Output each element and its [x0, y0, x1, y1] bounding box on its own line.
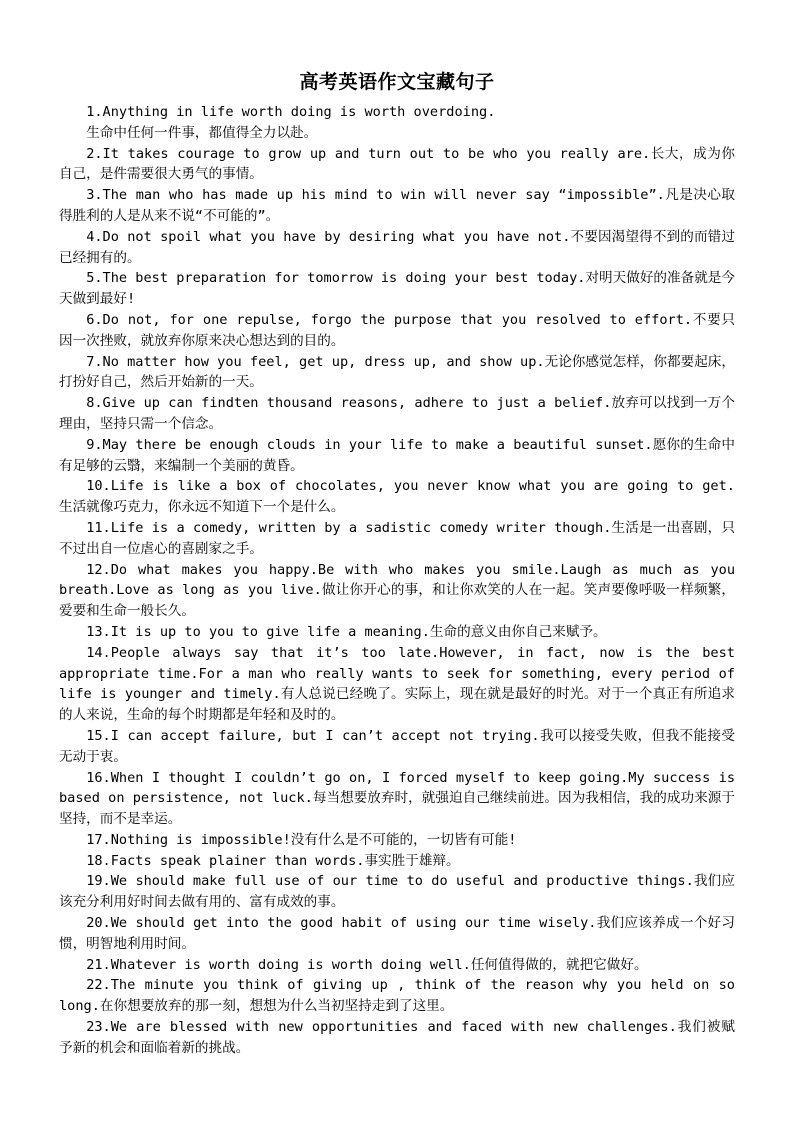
- paragraph-12: 12.Do what makes you happy.Be with who makes you smile.Laugh as much as you breath.Love as long as you live.做让你开心的事，和让你欢笑的人在一起。笑声要像呼吸一样频繁，爱要和生命一般长久。: [59, 561, 735, 620]
- paragraph-11: 11.Life is a comedy, written by a sadistic comedy writer though.生活是一出喜剧，只不过出自一位虐心的喜剧家之手。: [59, 519, 735, 557]
- paragraph-7: 7.No matter how you feel, get up, dress up, and show up.无论你感觉怎样，你都要起床，打扮好自己，然后开始新的一天。: [59, 353, 735, 391]
- paragraph-13: 13.It is up to you to give life a meaning.生命的意义由你自己来赋予。: [86, 623, 607, 640]
- paragraph-4: 4.Do not spoil what you have by desiring what you have not.不要因渴望得不到的而错过已经拥有的。: [59, 228, 735, 266]
- paragraph-19: 19.We should make full use of our time to do useful and productive things.我们应该充分利用好时间去做有用的、富有成效的事。: [59, 873, 735, 911]
- paragraph-10: 10.Life is like a box of chocolates, you never know what you are going to get.生活就像巧克力，你永远不知道下一个是什么。: [59, 478, 735, 516]
- paragraph-1: 1.Anything in life worth doing is worth overdoing.: [86, 104, 496, 120]
- paragraph-23: 23.We are blessed with new opportunities and faced with new challenges.我们被赋予新的机会和面临着新的挑战。: [59, 1019, 735, 1056]
- paragraph-22: 22.The minute you think of giving up , think of the reason why you held on so long.在你想要放弃的那一刻，想想为什么当初坚持走到了这里。: [59, 977, 735, 1015]
- paragraph-5: 5.The best preparation for tomorrow is doing your best today.对明天做好的准备就是今天做到最好!: [59, 270, 735, 308]
- paragraph-20: 20.We should get into the good habit of using our time wisely.我们应该养成一个好习惯，明智地利用时间。: [59, 915, 735, 952]
- paragraph-17: 17.Nothing is impossible!没有什么是不可能的，一切皆有可能!: [86, 831, 517, 848]
- paragraph-15: 15.I can accept failure, but I can’t accept not trying.我可以接受失败，但我不能接受无动于衷。: [59, 727, 735, 765]
- paragraph-2: 2.It takes courage to grow up and turn out to be who you really are.长大，成为你自己，是件需要很大勇气的事情。: [59, 145, 735, 183]
- document-body: [59, 102, 735, 1059]
- paragraph-6: 6.Do not, for one repulse, forgo the purpose that you resolved to effort.不要只因一次挫败，就放弃你原来决心想达到的目的。: [59, 311, 735, 349]
- paragraph-14: 14.People always say that it’s too late.However, in fact, now is the best appropriate time.For a man who really wants to seek for something, every period of life is younger and timely.有人总说已经晚了。实际上，现在就是最好的时光。对于一个真正有所追求的人来说，生命的每个时期都是年轻和及时的。: [59, 644, 735, 724]
- paragraph-21: 21.Whatever is worth doing is worth doing well.任何值得做的，就把它做好。: [86, 956, 648, 973]
- paragraph-9: 9.May there be enough clouds in your life to make a beautiful sunset.愿你的生命中有足够的云翳，来编制一个美丽的黄昏。: [59, 436, 735, 474]
- paragraph-1-translation: 生命中任何一件事，都值得全力以赴。: [86, 124, 318, 141]
- paragraph-18: 18.Facts speak plainer than words.事实胜于雄辩。: [86, 852, 460, 869]
- paragraph-8: 8.Give up can findten thousand reasons, adhere to just a belief.放弃可以找到一万个理由，坚持只需一个信念。: [59, 395, 735, 432]
- paragraph-3: 3.The man who has made up his mind to win will never say “impossible”.凡是决心取得胜利的人是从来不说“不可能的”。: [59, 187, 735, 224]
- paragraph-16: 16.When I thought I couldn’t go on, I forced myself to keep going.My success is based on persistence, not luck.每当想要放弃时，就强迫自己继续前进。因为我相信，我的成功来源于坚持，而不是幸运。: [59, 769, 735, 828]
- page-title: 高考英语作文宝藏句子: [299, 71, 495, 93]
